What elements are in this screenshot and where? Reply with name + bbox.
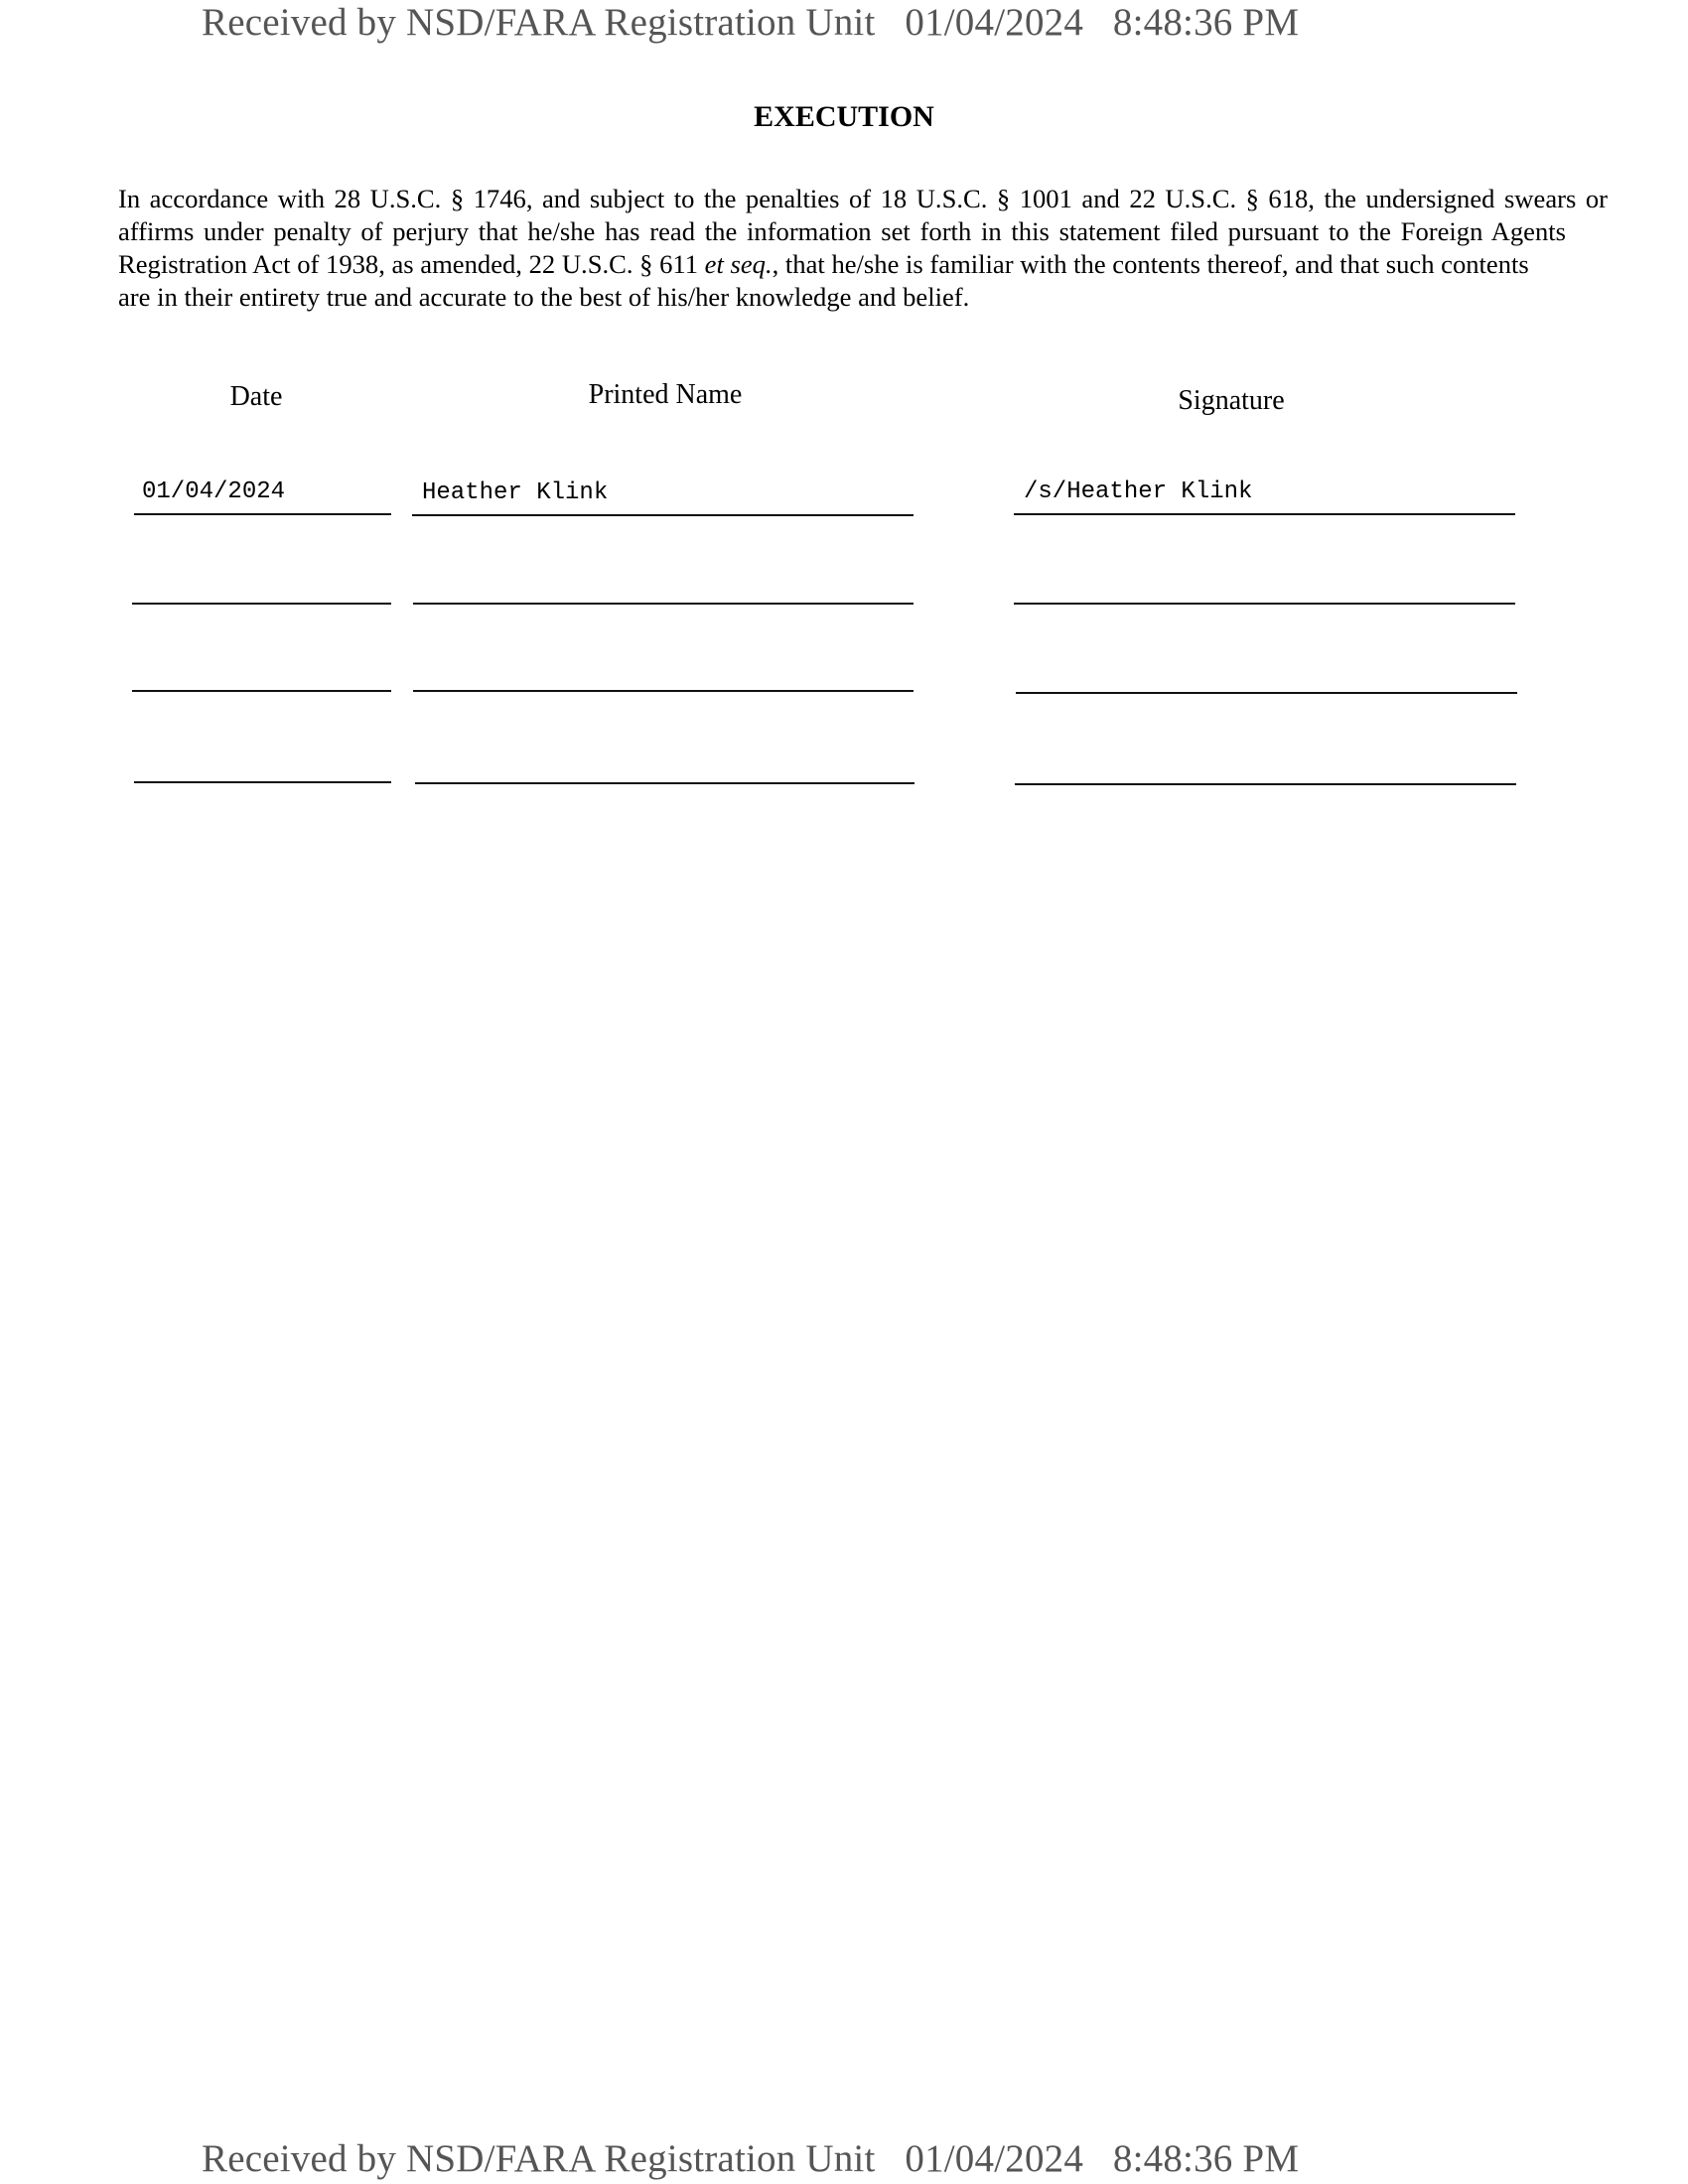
statement-line-3-end: , that he/she is familiar with the contents thereof, and that such contents xyxy=(772,249,1529,279)
signature-field-line[interactable] xyxy=(1016,692,1517,694)
statement-line-3-start: Registration Act of 1938, as amended, 22 U.S.C. § 611 xyxy=(118,249,705,279)
signature-field-line[interactable] xyxy=(1014,603,1515,605)
stamp-date: 01/04/2024 xyxy=(905,1,1084,44)
printed-name-field-line[interactable] xyxy=(413,603,914,605)
date-field-line[interactable] xyxy=(134,513,391,515)
execution-statement xyxy=(118,183,1608,314)
statement-line-2: affirms under penalty of perjury that he/she has read the information set forth in this statement filed pursuant to the Foreign Agents xyxy=(118,216,1566,246)
date-column-header: Date xyxy=(229,381,283,412)
statement-line-3 xyxy=(118,248,1608,281)
received-stamp-top xyxy=(202,0,1299,45)
printed-name-column-header: Printed Name xyxy=(588,379,743,410)
date-field-line[interactable] xyxy=(132,690,391,692)
statement-line-1: In accordance with 28 U.S.C. § 1746, and subject to the penalties of 18 U.S.C. § 1001 and 22 U.S.C. § 618, the undersigned swears or xyxy=(118,184,1608,213)
page-title: EXECUTION xyxy=(754,100,934,133)
printed-name-field-value: Heather Klink xyxy=(422,479,609,506)
stamp-date: 01/04/2024 xyxy=(905,2137,1084,2180)
date-field-line[interactable] xyxy=(134,781,391,783)
received-stamp-bottom xyxy=(202,2136,1299,2181)
statement-et-seq: et seq. xyxy=(704,249,773,279)
stamp-time: 8:48:36 PM xyxy=(1112,1,1300,44)
date-field-line[interactable] xyxy=(132,603,391,605)
signature-column-header: Signature xyxy=(1178,385,1285,416)
printed-name-field-line[interactable] xyxy=(412,514,914,516)
statement-line-4: are in their entirety true and accurate to the best of his/her knowledge and belief. xyxy=(118,282,970,312)
date-field-value: 01/04/2024 xyxy=(142,478,286,505)
stamp-time: 8:48:36 PM xyxy=(1112,2137,1300,2180)
stamp-received-by: Received by NSD/FARA Registration Unit xyxy=(202,1,876,44)
stamp-received-by: Received by NSD/FARA Registration Unit xyxy=(202,2137,876,2180)
printed-name-field-line[interactable] xyxy=(415,782,914,784)
signature-field-line[interactable] xyxy=(1015,783,1516,785)
printed-name-field-line[interactable] xyxy=(413,690,914,692)
signature-field-value: /s/Heather Klink xyxy=(1024,478,1253,505)
signature-field-line[interactable] xyxy=(1014,513,1515,515)
